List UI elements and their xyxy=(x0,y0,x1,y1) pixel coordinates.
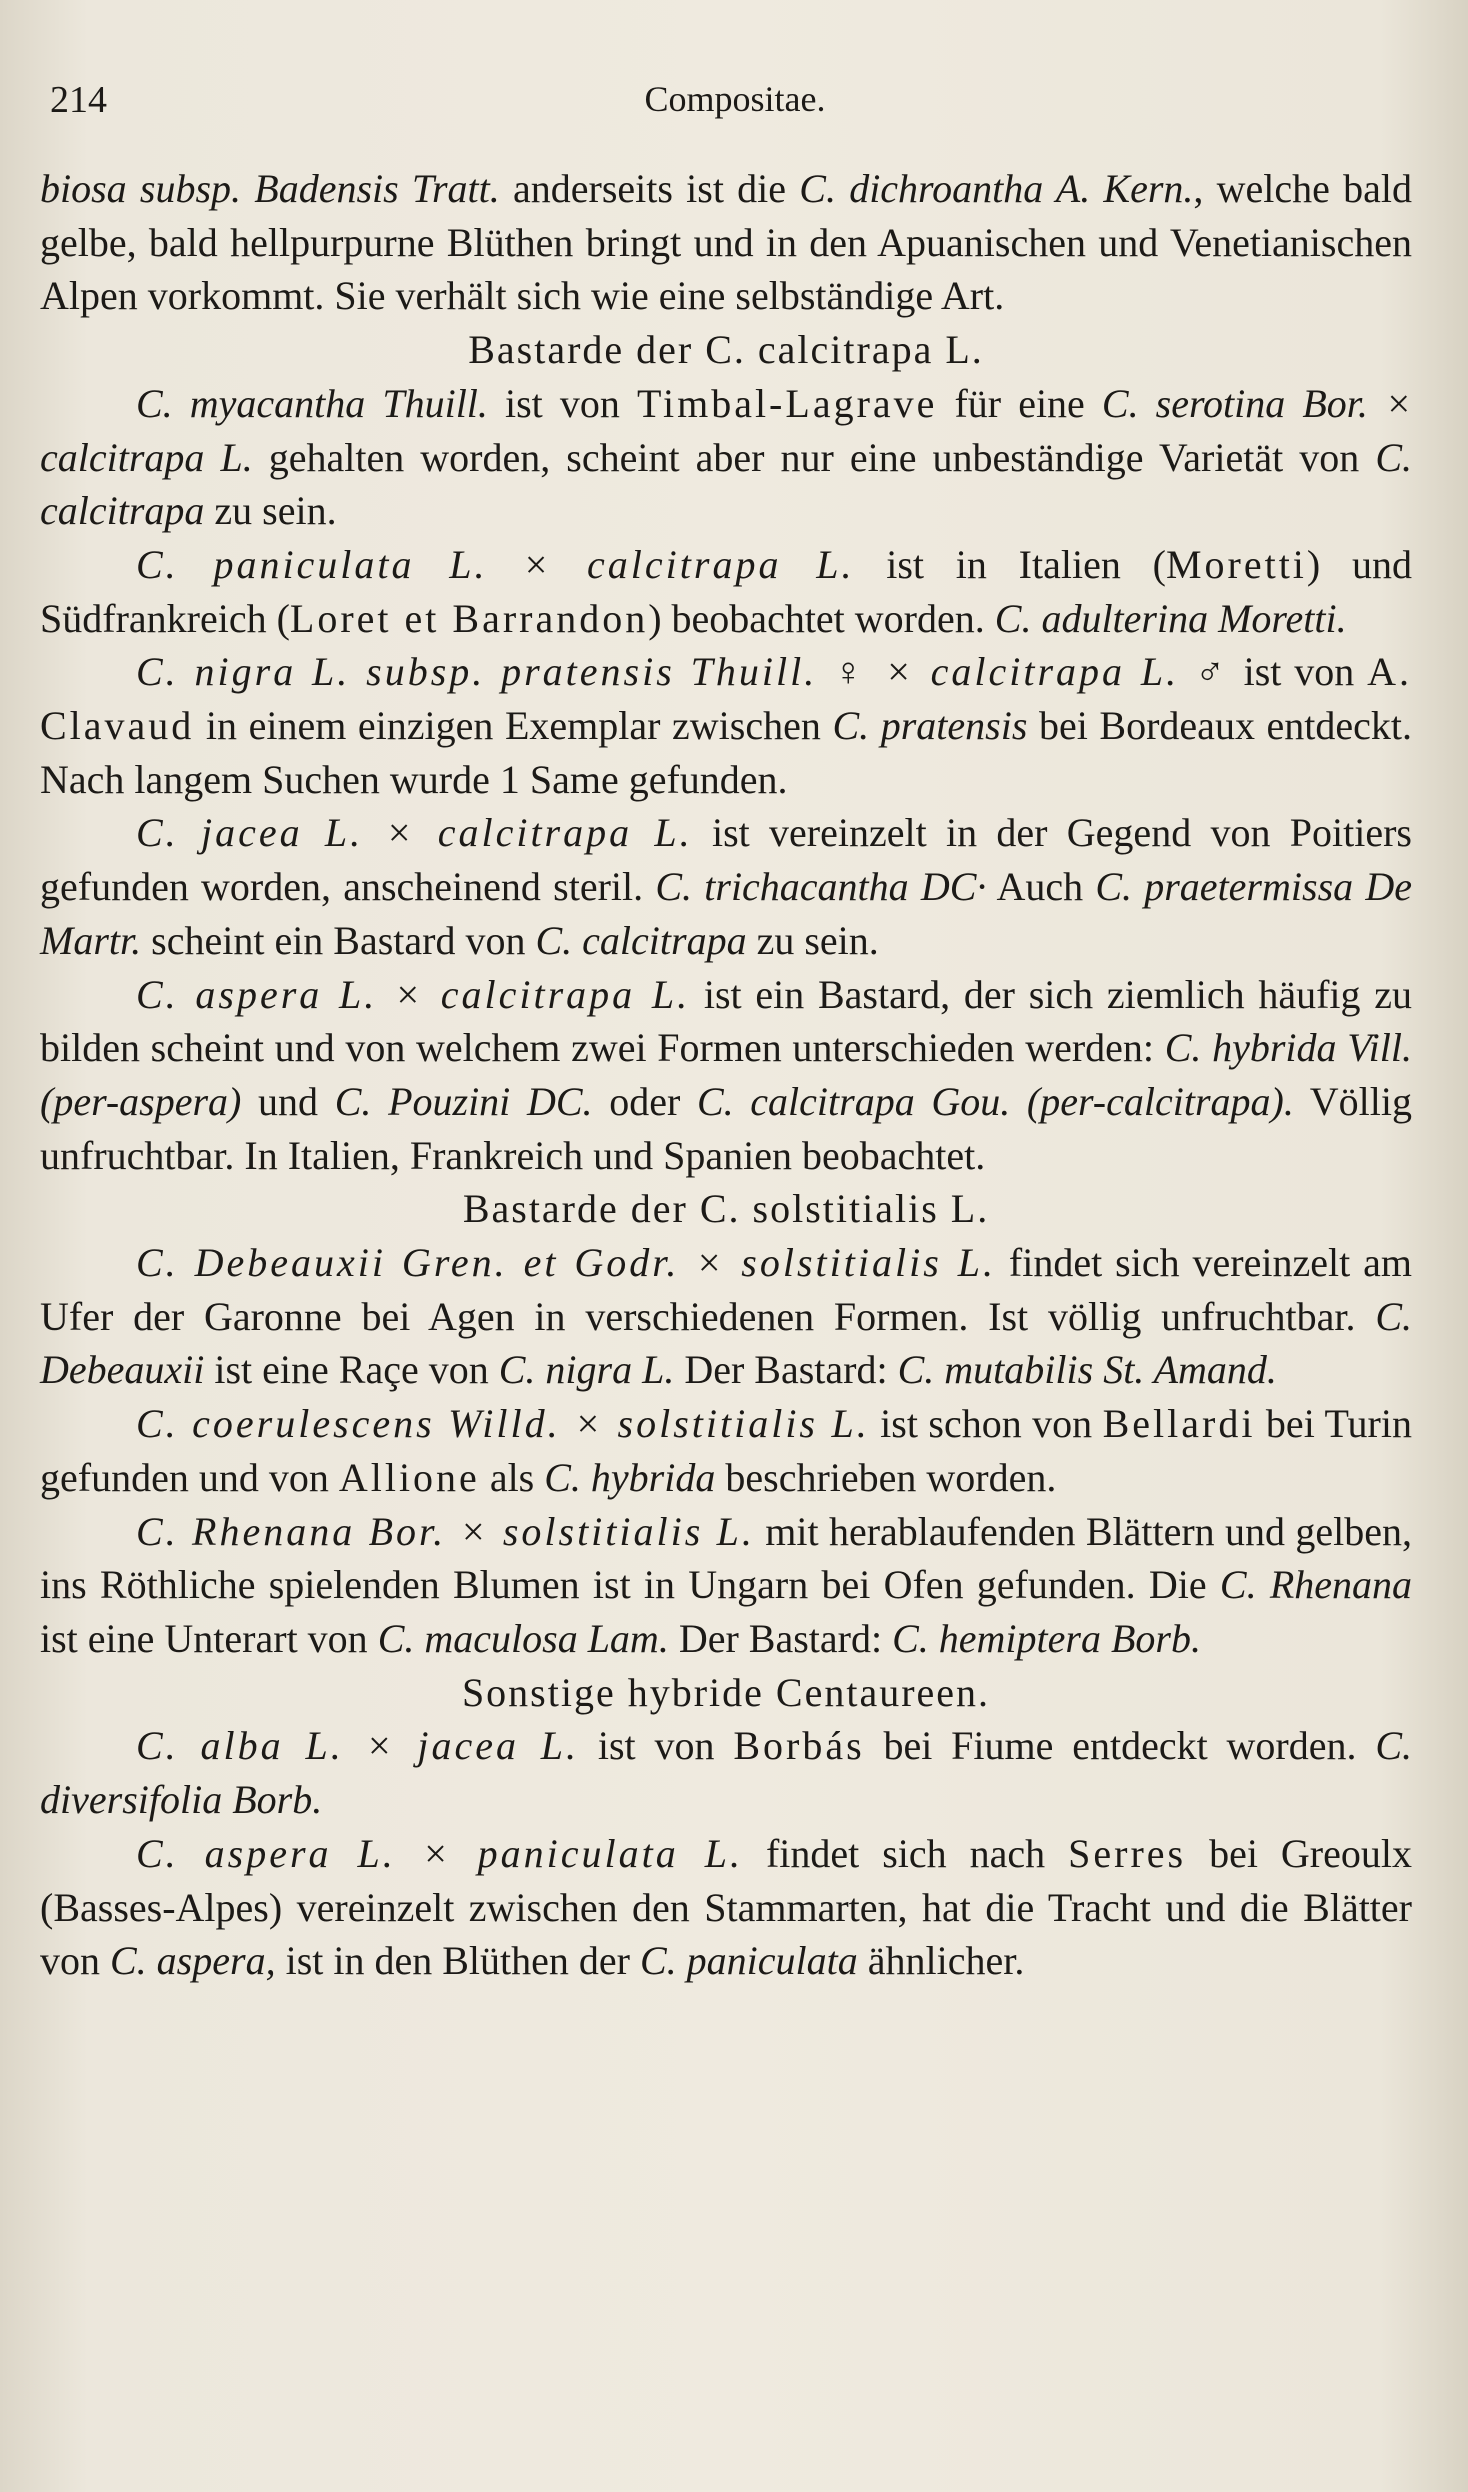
running-title: Compositae. xyxy=(644,79,826,119)
entry-coerulescens-solstitialis: C. coerulescens Willd. × solstitialis L. ist schon von Bellardi bei Turin gefunden und von Allione als C. hybrida beschrieben worden. xyxy=(40,1401,1412,1500)
entry-aspera-paniculata: C. aspera L. × paniculata L. findet sich nach Serres bei Greoulx (Basses-Alpes) vereinzelt zwischen den Stammarten, hat die Tracht und die Blätter von C. aspera, ist in den Blüthen der C. paniculata ähnlicher. xyxy=(40,1830,1412,1984)
entry-rhenana-solstitialis: C. Rhenana Bor. × solstitialis L. mit herablaufenden Blättern und gelben, ins Röthliche spielenden Blumen ist in Ungarn bei Ofen gefunden. Die C. Rhenana ist eine Unterart von C. maculosa Lam. Der Bastard: C. hemiptera Borb. xyxy=(40,1508,1413,1661)
intro-paragraph: biosa subsp. Badensis Tratt. anderseits ist die C. dichroantha A. Kern., welche bald gelbe, bald hellpurpurne Blüthen bringt und in den Apuanischen und Venetianischen Alpen vorkommt. Sie verhält sich wie eine selbständige Art. xyxy=(40,166,1413,319)
section-heading-sonstige: Sonstige hybride Centaureen. xyxy=(461,1669,991,1715)
entry-nigra-calcitrapa: C. nigra L. subsp. pratensis Thuill. ♀ × calcitrapa L. ♂ ist von A. Clavaud in einem einzigen Exemplar zwischen C. pratensis bei Bordeaux entdeckt. Nach langem Suchen wurde 1 Same gefunden. xyxy=(40,649,1413,802)
entry-debeauxii-solstitialis: C. Debeauxii Gren. et Godr. × solstitialis L. findet sich vereinzelt am Ufer der Garonne bei Agen in verschiedenen Formen. Ist völlig unfruchtbar. C. Debeauxii ist eine Raçe von C. nigra L. Der Bastard: C. mutabilis St. Amand. xyxy=(40,1240,1412,1393)
entry-aspera-calcitrapa: C. aspera L. × calcitrapa L. ist ein Bastard, der sich ziemlich häufig zu bilden scheint und von welchem zwei Formen unterschieden werden: C. hybrida Vill. (per-aspera) und C. Pouzini DC. oder C. calcitrapa Gou. (per-calcitrapa). Völlig unfruchtbar. In Italien, Frankreich und Spanien beobachtet. xyxy=(40,971,1413,1178)
entry-myacantha: C. myacantha Thuill. ist von Timbal-Lagrave für eine C. serotina Bor. × calcitrapa L. gehalten worden, scheint aber nur eine unbeständige Varietät von C. calcitrapa zu sein. xyxy=(40,380,1412,534)
entry-alba-jacea: C. alba L. × jacea L. ist von Borbás bei Fiume entdeckt worden. C. diversifolia Borb. xyxy=(40,1723,1412,1823)
section-heading-calcitrapa: Bastarde der C. calcitrapa L. xyxy=(468,327,984,373)
page-number: 214 xyxy=(50,79,107,121)
body-text xyxy=(40,162,1412,1988)
section-heading-solstitialis: Bastarde der C. solstitialis L. xyxy=(462,1186,990,1232)
entry-jacea-calcitrapa: C. jacea L. × calcitrapa L. ist vereinzelt in der Gegend von Poitiers gefunden worden, anscheinend steril. C. trichacantha DC· Auch C. praetermissa De Martr. scheint ein Bastard von C. calcitrapa zu sein. xyxy=(40,810,1412,963)
page-header xyxy=(50,78,1420,128)
entry-paniculata-calcitrapa: C. paniculata L. × calcitrapa L. ist in Italien (Moretti) und Südfrankreich (Loret et Barrandon) beobachtet worden. C. adulterina Moretti. xyxy=(40,541,1413,641)
